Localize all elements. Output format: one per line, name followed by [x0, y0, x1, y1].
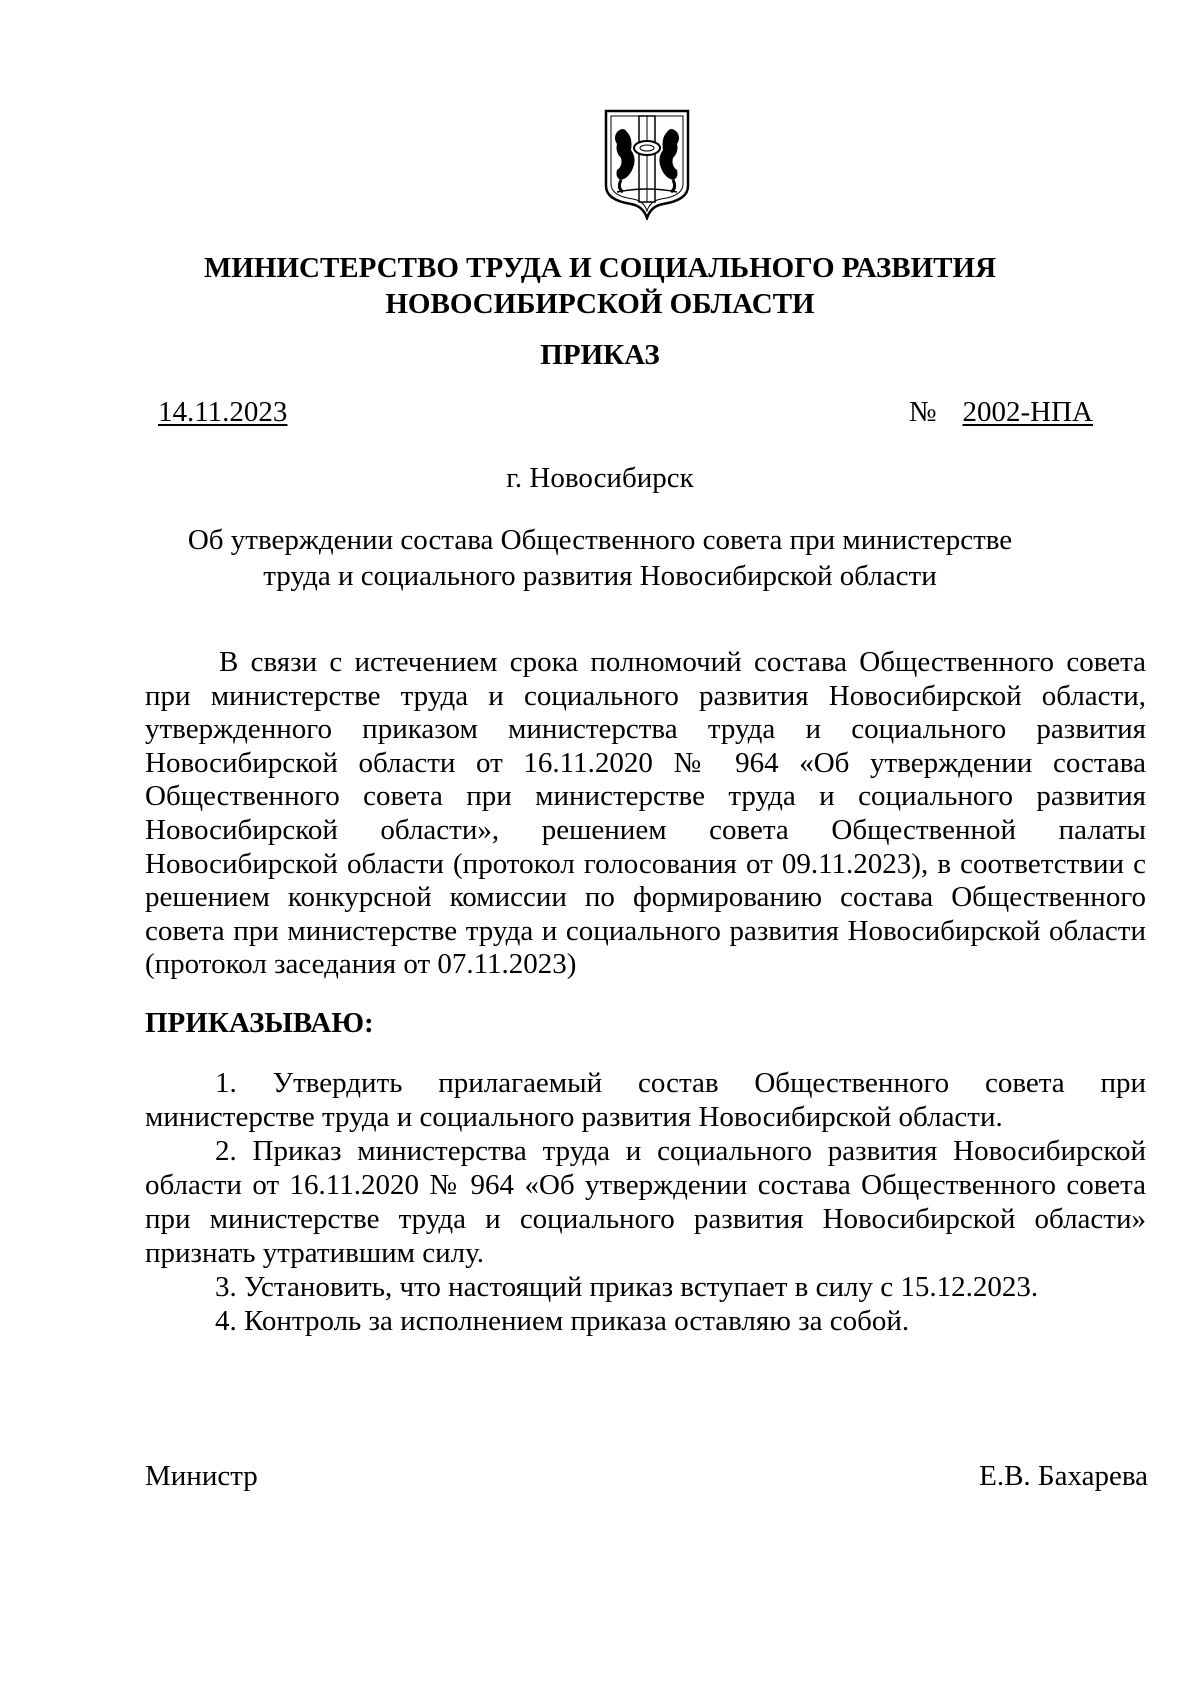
order-items — [145, 1066, 1146, 1338]
subject-line1: Об утверждении состава Общественного совета при министерстве — [187, 524, 1013, 556]
signer-title: Министр — [145, 1460, 258, 1492]
order-item: 3. Установить, что настоящий приказ вступает в силу с 15.12.2023. — [215, 1271, 1039, 1303]
order-item: 4. Контроль за исполнением приказа оставляю за собой. — [215, 1305, 910, 1337]
order-item: 1. Утвердить прилагаемый состав Общественного совета при министерстве труда и социального развития Новосибирской области. — [145, 1067, 1146, 1133]
subject-line2: труда и социального развития Новосибирской области — [263, 560, 937, 592]
number-value: 2002-НПА — [962, 396, 1093, 428]
number-sign: № — [908, 396, 937, 428]
document-subject — [0, 522, 1200, 594]
preamble-paragraph: В связи с истечением срока полномочий состава Общественного совета при министерстве труда и социального развития Новосибирской области, утвержденного приказом министерства труда и социального развития Новосибирской области от 16.11.2020 № 964 «Об утверждении состава Общественного совета при министерстве труда и социального развития Новосибирской области», решением совета Общественной палаты Новосибирской области (протокол голосования от 09.11.2023), в соответствии с решением конкурсной комиссии по формированию состава Общественного совета при министерстве труда и социального развития Новосибирской области (протокол заседания от 07.11.2023) — [145, 646, 1146, 981]
coat-of-arms-icon — [603, 108, 691, 220]
ministry-title-line1: МИНИСТЕРСТВО ТРУДА И СОЦИАЛЬНОГО РАЗВИТИЯ — [203, 252, 997, 284]
document-type: ПРИКАЗ — [540, 339, 660, 371]
order-word: ПРИКАЗЫВАЮ: — [145, 1007, 374, 1039]
city: г. Новосибирск — [506, 462, 694, 494]
ministry-title — [0, 250, 1200, 322]
document-date: 14.11.2023 — [158, 396, 288, 428]
signer-name: Е.В. Бахарева — [979, 1460, 1148, 1492]
ministry-title-line2: НОВОСИБИРСКОЙ ОБЛАСТИ — [385, 288, 815, 320]
document-number — [909, 394, 1093, 430]
order-item: 2. Приказ министерства труда и социального развития Новосибирской области от 16.11.2020 № 964 «Об утверждении состава Общественного совета при министерстве труда и социального развития Новосибирской области» признать утратившим силу. — [145, 1135, 1146, 1269]
